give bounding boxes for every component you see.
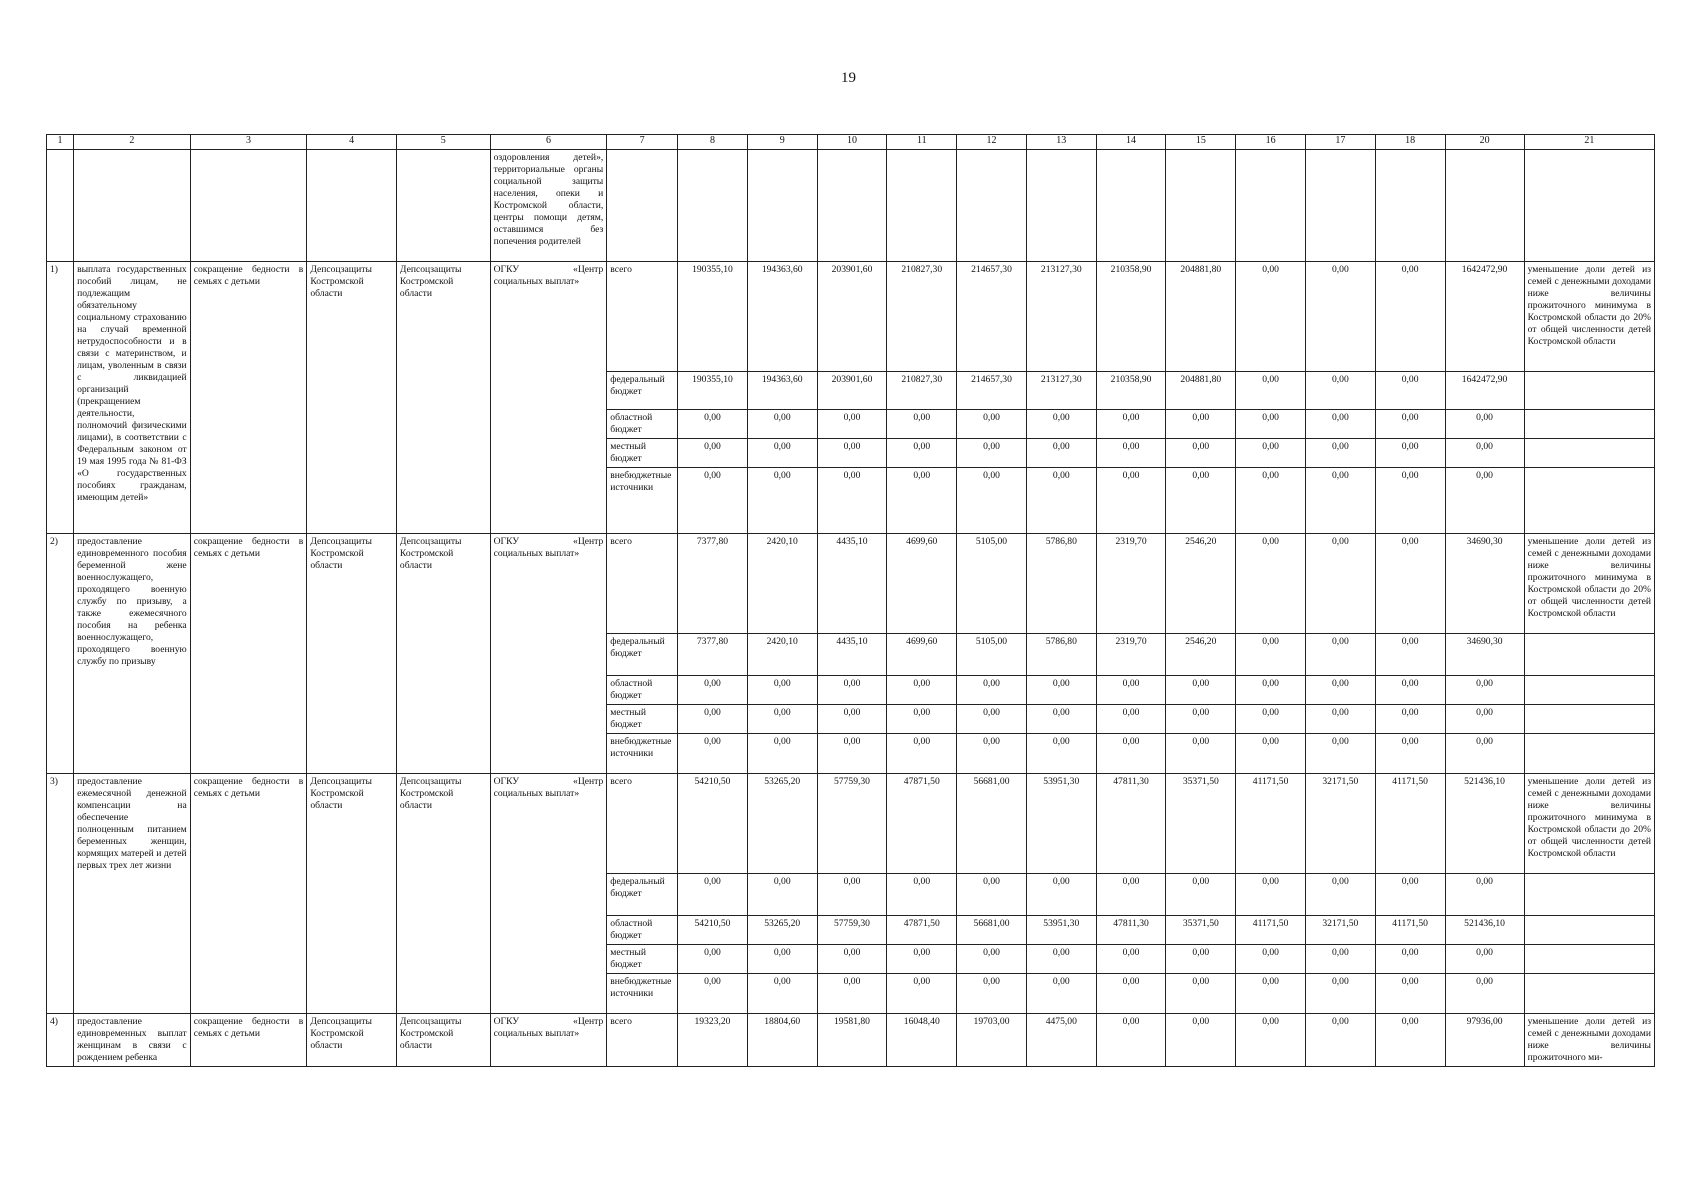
amount-cell: 0,00 xyxy=(1166,675,1236,704)
goal-cell: сокращение бедности в семьях с детьми xyxy=(190,262,307,534)
amount-cell: 0,00 xyxy=(957,733,1027,773)
amount-cell: 0,00 xyxy=(1445,704,1524,733)
amount-cell: 0,00 xyxy=(747,873,817,915)
amount-cell: 0,00 xyxy=(1445,438,1524,467)
responsible-cell: Депсоцзащиты Костромской области xyxy=(307,1013,397,1066)
amount-cell: 0,00 xyxy=(1166,1013,1236,1066)
funding-source-cell: местный бюджет xyxy=(607,944,678,973)
expected-result-cell: уменьшение доли детей из семей с денежными доходами ниже величины прожиточного минимума в Костромской области до 20% от общей численности детей Костромской области xyxy=(1524,262,1654,372)
amount-cell: 0,00 xyxy=(1236,1013,1306,1066)
empty-result-cell xyxy=(1524,973,1654,1013)
header-cell: 2 xyxy=(74,135,191,150)
amount-cell: 0,00 xyxy=(887,733,957,773)
amount-cell: 0,00 xyxy=(1236,410,1306,439)
amount-cell: 7377,80 xyxy=(678,633,748,675)
item-number-cell: 3) xyxy=(47,773,74,1013)
table-body xyxy=(47,150,1655,1067)
table-row xyxy=(47,773,1655,873)
responsible-cell: Депсоцзащиты Костромской области xyxy=(307,262,397,534)
table-row xyxy=(47,1013,1655,1066)
goal-cell: сокращение бедности в семьях с детьми xyxy=(190,533,307,773)
header-cell: 17 xyxy=(1305,135,1375,150)
amount-cell: 53951,30 xyxy=(1026,915,1096,944)
amount-cell: 0,00 xyxy=(678,733,748,773)
amount-cell: 0,00 xyxy=(1375,633,1445,675)
amount-cell: 214657,30 xyxy=(957,372,1027,410)
continuation-executor-cell: оздоровления детей», территориальные органы социальной защиты населения, опеки и Костромской области, центры помощи детям, оставшимся без попечения родителей xyxy=(490,150,607,262)
amount-cell: 32171,50 xyxy=(1305,773,1375,873)
empty-result-cell xyxy=(1524,372,1654,410)
amount-cell: 0,00 xyxy=(1236,704,1306,733)
program-table xyxy=(46,134,1655,1067)
amount-cell: 0,00 xyxy=(1026,944,1096,973)
amount-cell: 0,00 xyxy=(1445,733,1524,773)
amount-cell: 47811,30 xyxy=(1096,915,1166,944)
empty-result-cell xyxy=(1524,733,1654,773)
amount-cell: 0,00 xyxy=(887,704,957,733)
amount-cell: 0,00 xyxy=(817,438,887,467)
amount-cell: 16048,40 xyxy=(887,1013,957,1066)
amount-cell: 19703,00 xyxy=(957,1013,1027,1066)
amount-cell: 0,00 xyxy=(678,873,748,915)
continuation-row xyxy=(47,150,1655,262)
amount-cell: 54210,50 xyxy=(678,915,748,944)
amount-cell: 2319,70 xyxy=(1096,633,1166,675)
amount-cell: 0,00 xyxy=(957,873,1027,915)
header-cell: 14 xyxy=(1096,135,1166,150)
amount-cell: 0,00 xyxy=(1096,467,1166,533)
goal-cell: сокращение бедности в семьях с детьми xyxy=(190,1013,307,1066)
amount-cell: 210827,30 xyxy=(887,262,957,372)
amount-cell: 0,00 xyxy=(1236,944,1306,973)
amount-cell: 0,00 xyxy=(678,704,748,733)
amount-cell: 0,00 xyxy=(957,944,1027,973)
measure-name-cell: предоставление единовременного пособия беременной жене военнослужащего, проходящего военную службу по призыву, а также ежемесячного пособия на ребенка военнослужащего, проходящего военную службу по призыву xyxy=(74,533,191,773)
amount-cell: 0,00 xyxy=(747,438,817,467)
amount-cell: 0,00 xyxy=(1445,944,1524,973)
amount-cell: 0,00 xyxy=(1026,704,1096,733)
amount-cell: 0,00 xyxy=(1445,973,1524,1013)
amount-cell: 213127,30 xyxy=(1026,262,1096,372)
amount-cell: 0,00 xyxy=(1096,675,1166,704)
amount-cell: 0,00 xyxy=(817,467,887,533)
amount-cell: 203901,60 xyxy=(817,372,887,410)
amount-cell: 0,00 xyxy=(1375,410,1445,439)
amount-cell: 0,00 xyxy=(1166,704,1236,733)
amount-cell: 0,00 xyxy=(1375,262,1445,372)
amount-cell: 190355,10 xyxy=(678,372,748,410)
header-cell: 15 xyxy=(1166,135,1236,150)
amount-cell: 0,00 xyxy=(678,973,748,1013)
amount-cell: 0,00 xyxy=(1096,704,1166,733)
amount-cell: 203901,60 xyxy=(817,262,887,372)
amount-cell: 0,00 xyxy=(1375,733,1445,773)
funding-source-cell: местный бюджет xyxy=(607,704,678,733)
header-cell: 7 xyxy=(607,135,678,150)
amount-cell: 0,00 xyxy=(1305,733,1375,773)
amount-cell: 1642472,90 xyxy=(1445,262,1524,372)
amount-cell: 0,00 xyxy=(1096,410,1166,439)
measure-name-cell: предоставление единовременных выплат женщинам в связи с рождением ребенка xyxy=(74,1013,191,1066)
expected-result-cell: уменьшение доли детей из семей с денежными доходами ниже величины прожиточного минимума в Костромской области до 20% от общей численности детей Костромской области xyxy=(1524,533,1654,633)
amount-cell: 0,00 xyxy=(1236,438,1306,467)
amount-cell: 0,00 xyxy=(817,873,887,915)
empty-result-cell xyxy=(1524,944,1654,973)
amount-cell: 0,00 xyxy=(1305,944,1375,973)
amount-cell: 0,00 xyxy=(1166,467,1236,533)
amount-cell: 0,00 xyxy=(887,973,957,1013)
amount-cell: 0,00 xyxy=(1375,873,1445,915)
funding-source-cell: областной бюджет xyxy=(607,410,678,439)
amount-cell: 0,00 xyxy=(1166,438,1236,467)
amount-cell: 0,00 xyxy=(887,438,957,467)
empty-result-cell xyxy=(1524,633,1654,675)
amount-cell: 57759,30 xyxy=(817,915,887,944)
goal-cell: сокращение бедности в семьях с детьми xyxy=(190,773,307,1013)
amount-cell: 0,00 xyxy=(1375,533,1445,633)
amount-cell: 0,00 xyxy=(1375,704,1445,733)
amount-cell: 0,00 xyxy=(1166,944,1236,973)
amount-cell: 41171,50 xyxy=(1375,773,1445,873)
amount-cell: 194363,60 xyxy=(747,262,817,372)
amount-cell: 34690,30 xyxy=(1445,633,1524,675)
header-cell: 20 xyxy=(1445,135,1524,150)
amount-cell: 4475,00 xyxy=(1026,1013,1096,1066)
amount-cell: 0,00 xyxy=(887,467,957,533)
header-cell: 8 xyxy=(678,135,748,150)
amount-cell: 47811,30 xyxy=(1096,773,1166,873)
amount-cell: 57759,30 xyxy=(817,773,887,873)
amount-cell: 0,00 xyxy=(1026,733,1096,773)
co-executor-cell: Депсоцзащиты Костромской области xyxy=(396,533,490,773)
funding-source-cell: областной бюджет xyxy=(607,675,678,704)
amount-cell: 4699,60 xyxy=(887,533,957,633)
header-cell: 10 xyxy=(817,135,887,150)
amount-cell: 18804,60 xyxy=(747,1013,817,1066)
amount-cell: 0,00 xyxy=(817,733,887,773)
amount-cell: 0,00 xyxy=(817,675,887,704)
amount-cell: 0,00 xyxy=(1305,372,1375,410)
empty-result-cell xyxy=(1524,467,1654,533)
amount-cell: 5786,80 xyxy=(1026,633,1096,675)
co-executor-cell: Депсоцзащиты Костромской области xyxy=(396,1013,490,1066)
funding-source-cell: федеральный бюджет xyxy=(607,633,678,675)
amount-cell: 7377,80 xyxy=(678,533,748,633)
header-cell: 11 xyxy=(887,135,957,150)
amount-cell: 4435,10 xyxy=(817,533,887,633)
executor-cell: ОГКУ «Центр социальных выплат» xyxy=(490,1013,607,1066)
amount-cell: 0,00 xyxy=(1096,1013,1166,1066)
amount-cell: 0,00 xyxy=(1445,467,1524,533)
amount-cell: 4699,60 xyxy=(887,633,957,675)
header-row xyxy=(47,135,1655,150)
amount-cell: 0,00 xyxy=(747,973,817,1013)
amount-cell: 34690,30 xyxy=(1445,533,1524,633)
amount-cell: 521436,10 xyxy=(1445,773,1524,873)
amount-cell: 0,00 xyxy=(957,410,1027,439)
header-cell: 6 xyxy=(490,135,607,150)
amount-cell: 0,00 xyxy=(1096,733,1166,773)
amount-cell: 0,00 xyxy=(887,944,957,973)
responsible-cell: Депсоцзащиты Костромской области xyxy=(307,533,397,773)
amount-cell: 194363,60 xyxy=(747,372,817,410)
amount-cell: 0,00 xyxy=(1375,467,1445,533)
amount-cell: 210827,30 xyxy=(887,372,957,410)
amount-cell: 204881,80 xyxy=(1166,372,1236,410)
amount-cell: 0,00 xyxy=(1445,873,1524,915)
header-cell: 13 xyxy=(1026,135,1096,150)
amount-cell: 0,00 xyxy=(1375,973,1445,1013)
amount-cell: 0,00 xyxy=(1096,873,1166,915)
amount-cell: 0,00 xyxy=(1026,410,1096,439)
amount-cell: 0,00 xyxy=(1375,675,1445,704)
amount-cell: 0,00 xyxy=(1305,438,1375,467)
amount-cell: 5786,80 xyxy=(1026,533,1096,633)
amount-cell: 0,00 xyxy=(747,704,817,733)
amount-cell: 56681,00 xyxy=(957,915,1027,944)
header-cell: 3 xyxy=(190,135,307,150)
amount-cell: 0,00 xyxy=(1166,873,1236,915)
executor-cell: ОГКУ «Центр социальных выплат» xyxy=(490,262,607,534)
header-cell: 18 xyxy=(1375,135,1445,150)
amount-cell: 210358,90 xyxy=(1096,262,1166,372)
amount-cell: 19323,20 xyxy=(678,1013,748,1066)
amount-cell: 0,00 xyxy=(747,944,817,973)
amount-cell: 0,00 xyxy=(1375,1013,1445,1066)
amount-cell: 0,00 xyxy=(1236,262,1306,372)
amount-cell: 213127,30 xyxy=(1026,372,1096,410)
item-number-cell: 1) xyxy=(47,262,74,534)
amount-cell: 0,00 xyxy=(1305,262,1375,372)
amount-cell: 47871,50 xyxy=(887,773,957,873)
amount-cell: 0,00 xyxy=(887,675,957,704)
header-cell: 9 xyxy=(747,135,817,150)
amount-cell: 1642472,90 xyxy=(1445,372,1524,410)
amount-cell: 0,00 xyxy=(1096,944,1166,973)
amount-cell: 53951,30 xyxy=(1026,773,1096,873)
table-row xyxy=(47,533,1655,633)
amount-cell: 0,00 xyxy=(1026,973,1096,1013)
amount-cell: 0,00 xyxy=(957,973,1027,1013)
executor-cell: ОГКУ «Центр социальных выплат» xyxy=(490,533,607,773)
funding-source-cell: местный бюджет xyxy=(607,438,678,467)
empty-result-cell xyxy=(1524,675,1654,704)
amount-cell: 5105,00 xyxy=(957,533,1027,633)
amount-cell: 41171,50 xyxy=(1236,773,1306,873)
amount-cell: 0,00 xyxy=(1305,973,1375,1013)
amount-cell: 0,00 xyxy=(1026,675,1096,704)
amount-cell: 41171,50 xyxy=(1236,915,1306,944)
expected-result-cell: уменьшение доли детей из семей с денежными доходами ниже величины прожиточного ми- xyxy=(1524,1013,1654,1066)
amount-cell: 0,00 xyxy=(1305,873,1375,915)
amount-cell: 0,00 xyxy=(747,733,817,773)
empty-result-cell xyxy=(1524,410,1654,439)
amount-cell: 210358,90 xyxy=(1096,372,1166,410)
amount-cell: 97936,00 xyxy=(1445,1013,1524,1066)
page-number: 19 xyxy=(841,70,856,86)
amount-cell: 0,00 xyxy=(678,675,748,704)
funding-source-cell: внебюджетные источники xyxy=(607,973,678,1013)
empty-result-cell xyxy=(1524,915,1654,944)
amount-cell: 4435,10 xyxy=(817,633,887,675)
amount-cell: 19581,80 xyxy=(817,1013,887,1066)
amount-cell: 2420,10 xyxy=(747,533,817,633)
amount-cell: 0,00 xyxy=(1445,675,1524,704)
funding-source-cell: федеральный бюджет xyxy=(607,873,678,915)
amount-cell: 0,00 xyxy=(1236,533,1306,633)
amount-cell: 0,00 xyxy=(1236,467,1306,533)
amount-cell: 2546,20 xyxy=(1166,533,1236,633)
amount-cell: 2546,20 xyxy=(1166,633,1236,675)
amount-cell: 0,00 xyxy=(1445,410,1524,439)
funding-source-cell: всего xyxy=(607,262,678,372)
amount-cell: 0,00 xyxy=(1375,372,1445,410)
header-cell: 4 xyxy=(307,135,397,150)
amount-cell: 0,00 xyxy=(747,410,817,439)
amount-cell: 0,00 xyxy=(1375,944,1445,973)
amount-cell: 0,00 xyxy=(747,675,817,704)
funding-source-cell: всего xyxy=(607,1013,678,1066)
amount-cell: 214657,30 xyxy=(957,262,1027,372)
amount-cell: 47871,50 xyxy=(887,915,957,944)
amount-cell: 0,00 xyxy=(817,944,887,973)
amount-cell: 0,00 xyxy=(1305,533,1375,633)
table-row xyxy=(47,262,1655,372)
amount-cell: 53265,20 xyxy=(747,915,817,944)
amount-cell: 0,00 xyxy=(887,873,957,915)
amount-cell: 0,00 xyxy=(1375,438,1445,467)
header-cell: 21 xyxy=(1524,135,1654,150)
amount-cell: 0,00 xyxy=(1236,733,1306,773)
funding-source-cell: внебюджетные источники xyxy=(607,733,678,773)
amount-cell: 0,00 xyxy=(817,410,887,439)
funding-source-cell: федеральный бюджет xyxy=(607,372,678,410)
amount-cell: 0,00 xyxy=(1166,973,1236,1013)
item-number-cell: 2) xyxy=(47,533,74,773)
amount-cell: 0,00 xyxy=(1026,467,1096,533)
amount-cell: 0,00 xyxy=(747,467,817,533)
co-executor-cell: Депсоцзащиты Костромской области xyxy=(396,773,490,1013)
amount-cell: 0,00 xyxy=(678,438,748,467)
header-cell: 1 xyxy=(47,135,74,150)
amount-cell: 0,00 xyxy=(1305,1013,1375,1066)
funding-source-cell: внебюджетные источники xyxy=(607,467,678,533)
co-executor-cell: Депсоцзащиты Костромской области xyxy=(396,262,490,534)
amount-cell: 0,00 xyxy=(957,438,1027,467)
amount-cell: 0,00 xyxy=(887,410,957,439)
amount-cell: 35371,50 xyxy=(1166,915,1236,944)
amount-cell: 35371,50 xyxy=(1166,773,1236,873)
empty-result-cell xyxy=(1524,438,1654,467)
amount-cell: 0,00 xyxy=(957,704,1027,733)
amount-cell: 53265,20 xyxy=(747,773,817,873)
amount-cell: 41171,50 xyxy=(1375,915,1445,944)
funding-source-cell: всего xyxy=(607,533,678,633)
header-cell: 16 xyxy=(1236,135,1306,150)
amount-cell: 0,00 xyxy=(678,410,748,439)
amount-cell: 0,00 xyxy=(1026,873,1096,915)
amount-cell: 521436,10 xyxy=(1445,915,1524,944)
empty-result-cell xyxy=(1524,873,1654,915)
amount-cell: 0,00 xyxy=(817,704,887,733)
amount-cell: 0,00 xyxy=(1305,704,1375,733)
amount-cell: 0,00 xyxy=(678,467,748,533)
amount-cell: 0,00 xyxy=(1166,733,1236,773)
executor-cell: ОГКУ «Центр социальных выплат» xyxy=(490,773,607,1013)
amount-cell: 54210,50 xyxy=(678,773,748,873)
amount-cell: 5105,00 xyxy=(957,633,1027,675)
amount-cell: 0,00 xyxy=(1236,973,1306,1013)
measure-name-cell: выплата государственных пособий лицам, не подлежащим обязательному социальному страхованию на случай временной нетрудоспособности и в связи с материнством, и лицам, уволенным в связи с ликвидацией организаций (прекращением деятельности, полномочий физическими лицами), в соответствии с Федеральным законом от 19 мая 1995 года № 81-ФЗ «О государственных пособиях гражданам, имеющим детей» xyxy=(74,262,191,534)
amount-cell: 0,00 xyxy=(817,973,887,1013)
amount-cell: 0,00 xyxy=(1236,873,1306,915)
amount-cell: 2420,10 xyxy=(747,633,817,675)
amount-cell: 0,00 xyxy=(678,944,748,973)
amount-cell: 0,00 xyxy=(1236,372,1306,410)
amount-cell: 0,00 xyxy=(1166,410,1236,439)
funding-source-cell: всего xyxy=(607,773,678,873)
amount-cell: 190355,10 xyxy=(678,262,748,372)
amount-cell: 0,00 xyxy=(1096,438,1166,467)
header-cell: 12 xyxy=(957,135,1027,150)
header-cell: 5 xyxy=(396,135,490,150)
empty-result-cell xyxy=(1524,704,1654,733)
amount-cell: 0,00 xyxy=(1305,467,1375,533)
expected-result-cell: уменьшение доли детей из семей с денежными доходами ниже величины прожиточного минимума в Костромской области до 20% от общей численности детей Костромской области xyxy=(1524,773,1654,873)
responsible-cell: Депсоцзащиты Костромской области xyxy=(307,773,397,1013)
amount-cell: 0,00 xyxy=(957,675,1027,704)
measure-name-cell: предоставление ежемесячной денежной компенсации на обеспечение полноценным питанием беременных женщин, кормящих матерей и детей первых трех лет жизни xyxy=(74,773,191,1013)
amount-cell: 0,00 xyxy=(1236,675,1306,704)
amount-cell: 0,00 xyxy=(1305,675,1375,704)
amount-cell: 0,00 xyxy=(957,467,1027,533)
item-number-cell: 4) xyxy=(47,1013,74,1066)
amount-cell: 0,00 xyxy=(1305,410,1375,439)
amount-cell: 32171,50 xyxy=(1305,915,1375,944)
amount-cell: 0,00 xyxy=(1236,633,1306,675)
amount-cell: 204881,80 xyxy=(1166,262,1236,372)
amount-cell: 56681,00 xyxy=(957,773,1027,873)
funding-source-cell: областной бюджет xyxy=(607,915,678,944)
amount-cell: 0,00 xyxy=(1305,633,1375,675)
amount-cell: 0,00 xyxy=(1096,973,1166,1013)
amount-cell: 0,00 xyxy=(1026,438,1096,467)
amount-cell: 2319,70 xyxy=(1096,533,1166,633)
